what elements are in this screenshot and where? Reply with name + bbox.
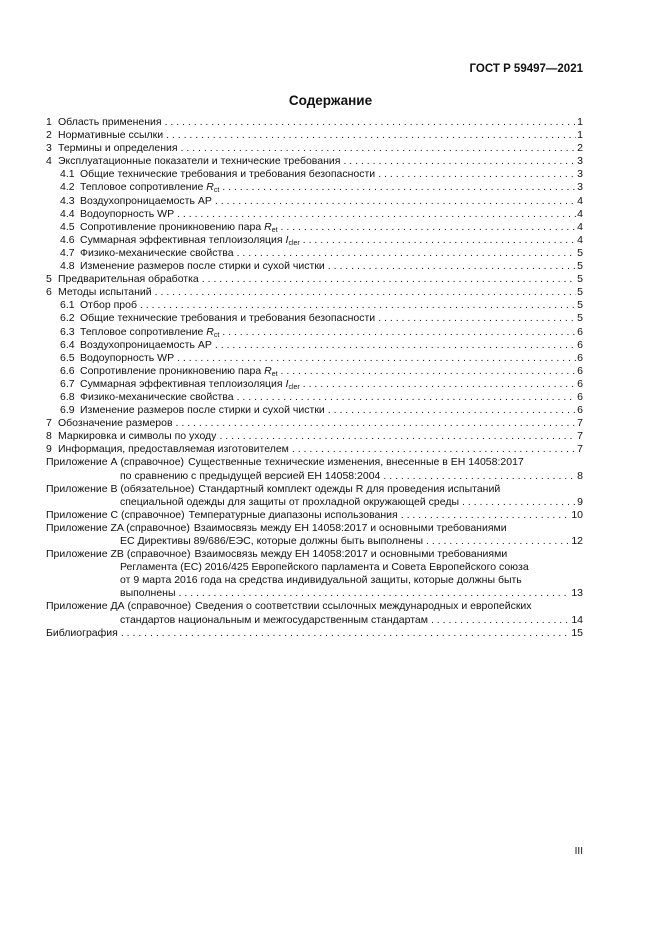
toc-entry-page: 7	[577, 430, 583, 443]
dot-leader	[237, 247, 577, 260]
toc-title: Содержание	[288, 93, 373, 108]
appendix-title: по сравнению с предыдущей версией ЕН 14058:2004	[120, 469, 381, 482]
toc-entry-number: 4.2	[60, 181, 75, 194]
toc-appendix[interactable]	[46, 456, 583, 482]
symbol: R	[264, 220, 272, 233]
toc-appendix-line	[46, 548, 583, 561]
dot-leader	[328, 404, 576, 417]
symbol-subscript: cler	[288, 239, 300, 247]
toc-entry-page: 9	[577, 495, 583, 508]
appendix-title: Взаимосвязь между ЕН 14058:2017 и основными требованиями	[193, 521, 507, 534]
toc-appendix-line	[46, 470, 583, 483]
toc-entry[interactable]	[46, 208, 583, 221]
toc-entry-number: 6.7	[60, 377, 75, 390]
toc-entry[interactable]	[46, 155, 583, 168]
toc-entry[interactable]	[46, 181, 583, 194]
dot-leader	[166, 129, 576, 142]
toc-entry-page: 8	[577, 469, 583, 482]
dot-leader	[383, 470, 576, 483]
appendix-title: Взаимосвязь между ЕН 14058:2017 и основными требованиями	[194, 548, 508, 561]
toc-appendix-line	[46, 600, 583, 613]
toc-entry[interactable]	[46, 391, 583, 404]
toc-entry-page: 5	[577, 312, 583, 325]
toc-entry-number: 4.4	[60, 207, 75, 220]
dot-leader	[401, 509, 571, 522]
toc-appendix-line	[46, 535, 583, 548]
toc-entry-label: Термины и определения	[58, 142, 178, 155]
toc-entry-number: 1	[46, 116, 52, 128]
toc-entry-number: 5	[46, 273, 52, 286]
appendix-title: Стандартный комплект одежды R для проведения испытаний	[198, 482, 501, 495]
toc-entry[interactable]	[46, 195, 583, 208]
toc-entry-page: 3	[577, 181, 583, 194]
toc-entry-number: 6.9	[60, 404, 75, 417]
toc-appendix-line	[46, 483, 583, 496]
toc-entry-page: 6	[577, 404, 583, 417]
toc-entry-page: 14	[571, 613, 583, 626]
dot-leader	[140, 299, 576, 312]
dot-leader	[179, 587, 571, 600]
toc-entry[interactable]	[46, 365, 583, 378]
toc-entry-number: 4.1	[60, 168, 75, 181]
dot-leader	[215, 195, 576, 208]
toc-entry-number: 4	[46, 155, 52, 168]
toc-entry-page: 5	[577, 260, 583, 273]
toc-entry-number: 9	[46, 443, 52, 456]
appendix-head: Приложение В (обязательное)	[46, 482, 195, 495]
toc-entry-label: Воздухопроницаемость AP	[80, 194, 212, 207]
toc-entry[interactable]	[46, 247, 583, 260]
toc-entry-label: Область применения	[58, 116, 162, 128]
appendix-head: Приложение ZB (справочное)	[46, 548, 191, 561]
toc-entry-label: Физико-механические свойства	[80, 246, 234, 259]
toc-entry[interactable]	[46, 299, 583, 312]
dot-leader	[328, 260, 576, 273]
appendix-title: специальной одежды для защиты от прохладной окружающей среды	[120, 495, 459, 508]
appendix-title: Существенные технические изменения, внесенные в ЕН 14058:2017	[188, 456, 524, 469]
symbol-subscript: et	[271, 370, 278, 378]
toc-entry-number: 6.4	[60, 338, 75, 351]
toc-entry-label: Суммарная эффективная теплоизоляция $I_{cler}$	[80, 233, 300, 247]
toc-entry-label: Сопротивление проникновению пара $R_{et}$	[80, 364, 278, 378]
symbol: R	[264, 364, 272, 377]
toc-appendix-line	[46, 496, 583, 509]
toc-entry-number: 4.5	[60, 220, 75, 233]
toc-entry[interactable]	[46, 339, 583, 352]
toc-entry-page: 7	[577, 417, 583, 430]
toc-entry-label: Информация, предоставляемая изготовителем	[58, 443, 289, 456]
toc-entry-label: Изменение размеров после стирки и сухой чистки	[80, 404, 325, 417]
dot-leader	[281, 365, 577, 378]
toc-entry-number: 2	[46, 129, 52, 142]
toc-entry[interactable]	[46, 404, 583, 417]
toc-entry-number: 7	[46, 417, 52, 430]
toc-entry-page: 4	[577, 233, 583, 246]
toc-entry-number: 3	[46, 142, 52, 155]
dot-leader	[222, 326, 576, 339]
toc-entry[interactable]	[46, 326, 583, 339]
toc-entry-page: 6	[577, 377, 583, 390]
toc-entry[interactable]	[46, 234, 583, 247]
toc-entry[interactable]	[46, 273, 583, 286]
dot-leader	[378, 168, 576, 181]
toc-entry-page: 7	[577, 443, 583, 456]
dot-leader	[177, 352, 576, 365]
dot-leader	[181, 142, 577, 155]
dot-leader	[219, 430, 576, 443]
appendix-head: Приложение ДА (справочное)	[46, 600, 192, 613]
toc-entry-number: 4.6	[60, 233, 75, 246]
toc-appendix[interactable]	[46, 522, 583, 548]
dot-leader	[222, 181, 576, 194]
symbol: R	[206, 181, 214, 194]
toc-entry-number: 6.3	[60, 325, 75, 338]
toc-appendix-line	[46, 456, 583, 469]
toc-entry[interactable]	[46, 312, 583, 325]
dot-leader	[121, 627, 570, 640]
toc-entry-number: 4.3	[60, 194, 75, 207]
toc-appendix-line	[46, 522, 583, 535]
appendix-title: от 9 марта 2016 года на средства индивидуальной защиты, которые должны быть	[120, 574, 522, 587]
dot-leader	[343, 155, 576, 168]
appendix-head: Приложение А (справочное)	[46, 456, 185, 469]
toc-entry-page: 6	[577, 390, 583, 403]
toc-appendix-line	[46, 587, 583, 600]
toc-bibliography[interactable]	[46, 627, 583, 640]
symbol-subscript: et	[271, 226, 278, 234]
toc-entry-page: 1	[577, 116, 583, 128]
appendix-title: ЕС Директивы 89/686/ЕЭС, которые должны быть выполнены	[120, 535, 424, 547]
dot-leader	[431, 614, 570, 627]
toc-entry-number: 6.6	[60, 364, 75, 377]
toc-entry-page: 2	[577, 142, 583, 155]
toc-entry[interactable]	[46, 378, 583, 391]
dot-leader	[462, 496, 576, 509]
toc-entry[interactable]	[46, 221, 583, 234]
appendix-head: Приложение ZA (справочное)	[46, 521, 190, 534]
toc-entry-label: Маркировка и символы по уходу	[58, 430, 217, 443]
dot-leader	[303, 234, 576, 247]
toc-entry-page: 5	[577, 273, 583, 286]
dot-leader	[215, 339, 576, 352]
toc-entry-label: Физико-механические свойства	[80, 390, 234, 403]
toc-entry[interactable]	[46, 129, 583, 142]
toc-entry-page: 13	[571, 587, 583, 600]
toc-entry-label: Водоупорность WP	[80, 207, 175, 220]
toc-entry-page: 12	[571, 535, 583, 547]
toc-entry-page: 6	[577, 325, 583, 338]
toc-entry-label: Воздухопроницаемость AP	[80, 338, 212, 351]
toc-entry-page: 5	[577, 246, 583, 259]
dot-leader	[378, 312, 576, 325]
toc-entry[interactable]	[46, 417, 583, 430]
toc-entry[interactable]	[46, 286, 583, 299]
dot-leader	[177, 208, 576, 221]
toc-entry-number: 6.8	[60, 390, 75, 403]
toc-entry-label: Водоупорность WP	[80, 351, 175, 364]
dot-leader	[237, 391, 577, 404]
toc-entry-number: 6	[46, 286, 52, 299]
toc-entry-page: 3	[577, 155, 583, 168]
toc-appendix[interactable]	[46, 600, 583, 626]
appendix-title: стандартов национальным и межгосударственным стандартам	[120, 613, 428, 626]
toc-entry[interactable]	[46, 352, 583, 365]
dot-leader	[426, 535, 570, 548]
toc-entry-label: Методы испытаний	[58, 286, 152, 299]
toc-entry-label: Тепловое сопротивление $R_{ct}$	[80, 325, 220, 339]
dot-leader	[303, 378, 576, 391]
toc-entry-page: 1	[577, 129, 583, 142]
toc-entry[interactable]	[46, 443, 583, 456]
toc-entry-label: Общие технические требования и требования безопасности	[80, 312, 376, 325]
toc-entry-page: 3	[577, 168, 583, 181]
symbol: I	[285, 377, 289, 390]
symbol: R	[206, 325, 214, 338]
appendix-title: Сведения о соответствии ссылочных международных и европейских	[195, 600, 532, 613]
toc-entry-page: 6	[577, 364, 583, 377]
toc-entry-label: Нормативные ссылки	[58, 129, 164, 142]
toc-entry-page: 15	[571, 626, 583, 639]
symbol-subscript: cler	[288, 383, 300, 391]
toc-entry-label: Тепловое сопротивление $R_{ct}$	[80, 181, 220, 195]
toc-entry-label: Отбор проб	[80, 299, 137, 312]
toc-entry[interactable]	[46, 260, 583, 273]
toc-entry-page: 6	[577, 338, 583, 351]
toc-appendix-line	[46, 561, 583, 574]
toc-entry-label: Предварительная обработка	[58, 273, 199, 286]
toc-entry-label: Эксплуатационные показатели и технические требования	[58, 155, 341, 168]
table-of-contents	[46, 116, 583, 640]
dot-leader	[176, 417, 577, 430]
toc-entry-label: Общие технические требования и требования безопасности	[80, 168, 376, 181]
toc-entry-page: 4	[577, 220, 583, 233]
toc-entry[interactable]	[46, 168, 583, 181]
toc-entry-number: 6.2	[60, 312, 75, 325]
dot-leader	[202, 273, 576, 286]
dot-leader	[155, 286, 577, 299]
appendix-title: Регламента (ЕС) 2016/425 Европейского парламента и Совета Европейского союза	[120, 561, 529, 574]
toc-entry-page: 5	[577, 299, 583, 312]
toc-entry-page: 4	[577, 207, 583, 220]
appendix-title: выполнены	[120, 587, 176, 600]
toc-entry-number: 4.7	[60, 246, 75, 259]
toc-entry[interactable]	[46, 116, 583, 129]
toc-entry-number: 6.5	[60, 351, 75, 364]
toc-entry-number: 6.1	[60, 299, 75, 312]
toc-appendix[interactable]	[46, 548, 583, 600]
toc-entry-label: Сопротивление проникновению пара $R_{et}$	[80, 220, 278, 234]
toc-entry-page: 4	[577, 194, 583, 207]
toc-entry-label: Библиография	[46, 626, 118, 639]
toc-entry-label: Изменение размеров после стирки и сухой чистки	[80, 260, 325, 273]
toc-appendix[interactable]	[46, 483, 583, 509]
dot-leader	[292, 443, 576, 456]
toc-entry-label: Суммарная эффективная теплоизоляция $I_{cler}$	[80, 377, 300, 391]
symbol: I	[285, 233, 289, 246]
toc-entry-label: Обозначение размеров	[58, 417, 173, 430]
document-code: ГОСТ Р 59497—2021	[469, 63, 583, 75]
toc-entry-number: 4.8	[60, 260, 75, 273]
toc-appendix[interactable]	[46, 509, 583, 522]
toc-entry-page: 10	[571, 508, 583, 521]
appendix-head: Приложение С (справочное)	[46, 508, 185, 521]
dot-leader	[165, 116, 577, 129]
toc-appendix-line	[46, 574, 583, 587]
symbol-subscript: ct	[213, 331, 220, 339]
toc-appendix-line	[46, 509, 583, 522]
toc-entry-number: 8	[46, 430, 52, 443]
appendix-title: Температурные диапазоны использования	[188, 508, 398, 521]
toc-appendix-line	[46, 614, 583, 627]
toc-entry-page: 6	[577, 351, 583, 364]
toc-entry-page: 5	[577, 286, 583, 299]
toc-entry[interactable]	[46, 430, 583, 443]
page-number: III	[574, 846, 583, 857]
dot-leader	[281, 221, 577, 234]
toc-entry[interactable]	[46, 142, 583, 155]
symbol-subscript: ct	[213, 187, 220, 195]
